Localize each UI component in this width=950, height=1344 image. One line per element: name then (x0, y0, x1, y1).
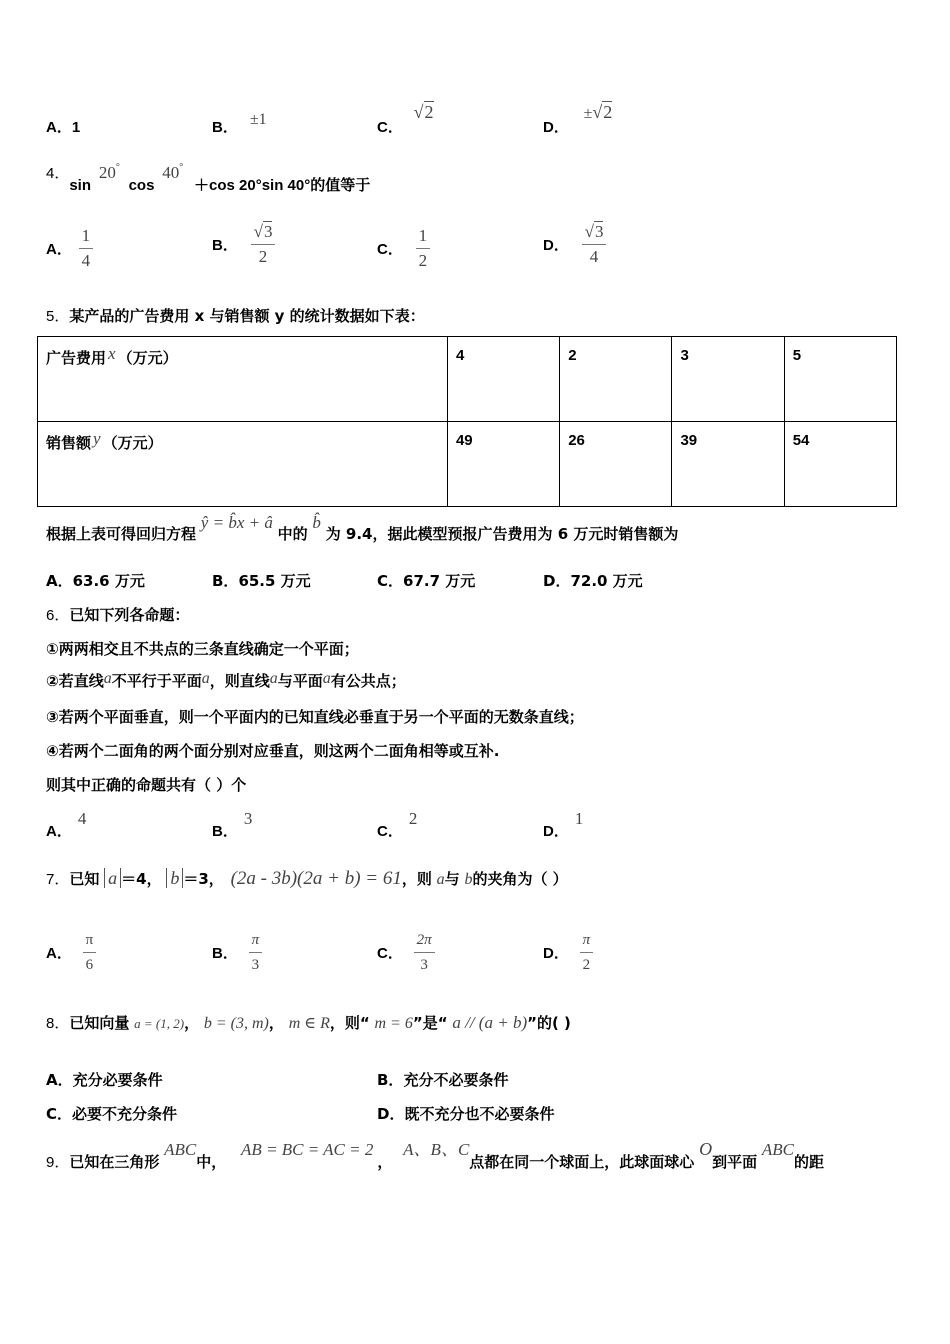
q8-option-a: A．充分必要条件 (46, 1071, 163, 1089)
q6-option-a: A．4 (46, 809, 87, 840)
table-row (38, 337, 897, 422)
q6-option-b: B．3 (212, 809, 253, 840)
q3-option-d: D． ±√2 (543, 102, 613, 136)
table-cell: 49 (447, 422, 559, 507)
q4-stem: 4．sin 20° cos 40° ＋cos 20°sin 40°的值等于 (46, 162, 371, 194)
q6-proposition-2: ②若直线a不平行于平面a，则直线a与平面a有公共点； (46, 670, 406, 690)
q4-option-d: D． $\frac{√3}{4}$ (543, 222, 606, 267)
q7-option-a: A． $\frac{\pi}{6}$ (46, 930, 96, 975)
q8-stem: 8．已知向量 a = (1, 2)， b = (3, m)， m ∈ R，则“ m = 6”是“ a // (a + b)”的( ) (46, 1013, 571, 1032)
q4-option-c: C． $\frac{1}{2}$ (377, 226, 430, 271)
q3-option-a: A．1 (46, 119, 81, 136)
q5-option-c: C．67.7 万元 (377, 572, 476, 590)
q7-stem: 7．已知 a ＝4， b ＝3， (2a - 3b)(2a + b) = 61，则 a与 b的夹角为（ ） (46, 868, 568, 889)
q4-option-a: A． $\frac{1}{4}$ (46, 226, 93, 271)
q8-option-b: B．充分不必要条件 (377, 1071, 509, 1089)
q4-option-b: B． $\frac{√3}{2}$ (212, 222, 275, 267)
q6-proposition-4: ④若两个二面角的两个面分别对应垂直，则这两个二面角相等或互补. (46, 742, 500, 760)
table-cell: 39 (672, 422, 784, 507)
q5-option-b: B．65.5 万元 (212, 572, 311, 590)
q6-proposition-3: ③若两个平面垂直，则一个平面内的已知直线必垂直于另一个平面的无数条直线； (46, 708, 584, 726)
table-cell: 26 (560, 422, 672, 507)
table-cell: 4 (447, 337, 559, 422)
q7-option-c: C． $\frac{2\pi}{3}$ (377, 930, 435, 975)
q5-option-a: A．63.6 万元 (46, 572, 145, 590)
q6-proposition-1: ①两两相交且不共点的三条直线确定一个平面； (46, 640, 359, 658)
q5-option-d: D．72.0 万元 (543, 572, 643, 590)
q3-option-c: C． √2 (377, 102, 434, 136)
q5-data-table (37, 336, 897, 507)
table-row (38, 422, 897, 507)
table-cell: 3 (672, 337, 784, 422)
q8-option-c: C．必要不充分条件 (46, 1105, 178, 1123)
q6-option-d: D．1 (543, 809, 584, 840)
table-cell: 54 (784, 422, 896, 507)
q5-regression-text: 根据上表可得回归方程 ŷ = b̂x + â 中的 b̂ 为 9.4，据此模型预报广告费用为 6 万元时销售额为 (46, 513, 679, 543)
q5-stem: 5．某产品的广告费用 x 与销售额 y 的统计数据如下表： (46, 307, 425, 325)
q8-option-d: D．既不充分也不必要条件 (377, 1105, 555, 1123)
table-cell: 5 (784, 337, 896, 422)
q6-option-c: C．2 (377, 809, 418, 840)
q6-question: 则其中正确的命题共有（ ）个 (46, 776, 247, 794)
q3-option-b: B． ±1 (212, 111, 267, 136)
q7-option-d: D． $\frac{\pi}{2}$ (543, 930, 593, 975)
q6-stem: 6．已知下列各命题： (46, 606, 190, 624)
q7-option-b: B． $\frac{\pi}{3}$ (212, 930, 262, 975)
table-cell: 2 (560, 337, 672, 422)
table-header-x: 广告费用 x （万元） (38, 337, 448, 422)
q9-stem: 9．已知在三角形 ABC中， AB = BC = AC = 2， A、B、C点都在同一个球面上，此球面球心 O到平面 ABC的距 (46, 1139, 824, 1171)
table-header-y: 销售额 y （万元） (38, 422, 448, 507)
